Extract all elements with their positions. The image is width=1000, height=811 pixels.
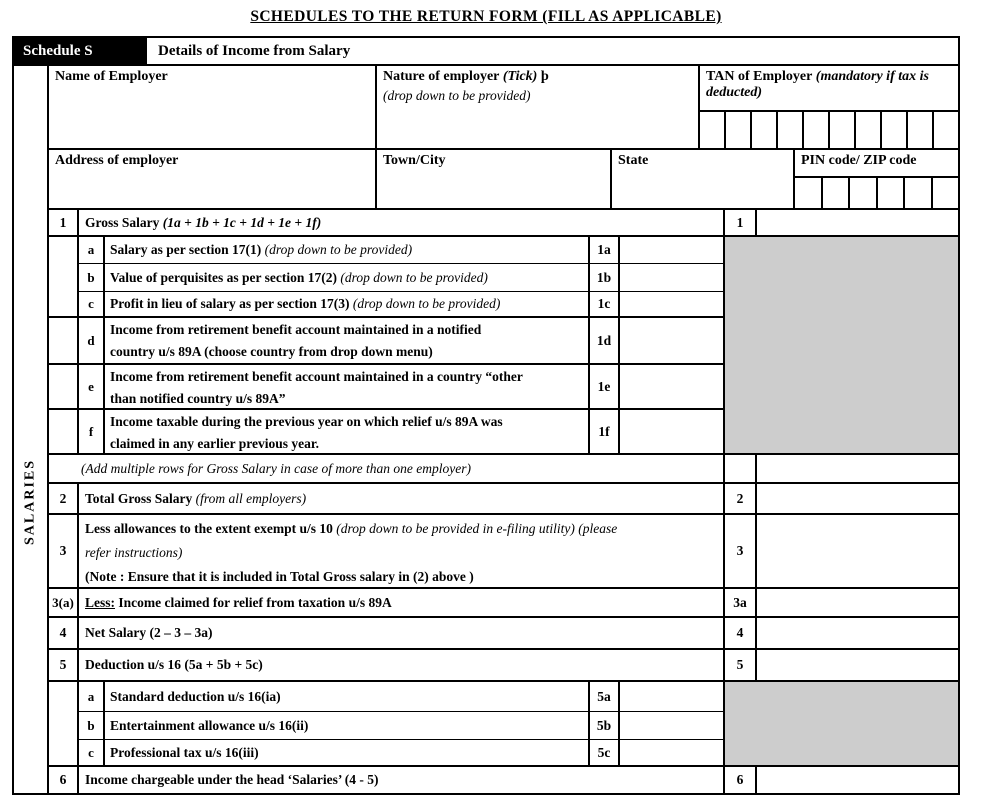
num-spacer	[49, 740, 79, 767]
town-city-label: Town/City	[383, 153, 446, 168]
pin-code-label: PIN code/ ZIP code	[801, 153, 917, 168]
value-cell-4[interactable]	[757, 618, 958, 648]
row-1e-line2: than notified country u/s 89A”	[110, 391, 286, 406]
employer-nature-tick: (Tick)	[502, 69, 538, 84]
row-label-1d	[105, 318, 590, 365]
schedule-header	[12, 36, 960, 64]
state-field[interactable]	[612, 150, 795, 208]
add-rows-note	[49, 455, 725, 482]
row-code-4: 4	[725, 618, 757, 648]
row-1c-text: Profit in lieu of salary as per section 17(3)	[110, 296, 350, 311]
value-cell-2[interactable]	[757, 484, 958, 513]
row-1d-line1: Income from retirement benefit account maintained in a notified	[110, 322, 482, 337]
schedule-heading: Details of Income from Salary	[158, 42, 351, 59]
employer-tan-field	[700, 66, 958, 148]
row-label-1f	[105, 410, 590, 455]
row-label-3	[79, 515, 725, 587]
value-cell-5c[interactable]	[620, 740, 725, 767]
char-box[interactable]	[828, 112, 854, 148]
pin-input-boxes[interactable]	[795, 178, 958, 208]
tick-symbol-icon: þ	[540, 69, 549, 84]
row-code-1f: 1f	[590, 410, 620, 455]
row-1a-text: Salary as per section 17(1)	[110, 242, 262, 257]
value-cell-1f[interactable]	[620, 410, 725, 455]
char-box[interactable]	[724, 112, 750, 148]
row-5c	[49, 740, 958, 767]
add-rows-note-text: (Add multiple rows for Gross Salary in case of more than one employer)	[81, 460, 471, 476]
char-box[interactable]	[903, 178, 931, 208]
row-5a	[49, 682, 958, 712]
row-label-5b	[105, 712, 590, 740]
row-letter-1d: d	[79, 318, 105, 365]
blocked-area	[725, 292, 958, 318]
num-spacer	[49, 682, 79, 712]
row-1-formula: (1a + 1b + 1c + 1d + 1e + 1f)	[162, 214, 322, 230]
blocked-area	[725, 237, 958, 264]
row-3-line3: (Note : Ensure that it is included in Total Gross salary in (2) above )	[85, 569, 474, 584]
row-label-5	[79, 650, 725, 680]
employer-name-field[interactable]	[49, 66, 377, 148]
blocked-area	[725, 410, 958, 455]
row-label-5a	[105, 682, 590, 712]
row-2	[49, 484, 958, 515]
row-1b	[49, 264, 958, 292]
row-label-1e	[105, 365, 590, 410]
row-1a	[49, 237, 958, 264]
num-spacer	[49, 365, 79, 410]
row-letter-1c: c	[79, 292, 105, 318]
row-code-1a: 1a	[590, 237, 620, 264]
row-label-1c	[105, 292, 590, 318]
row-1f-line2: claimed in any earlier previous year.	[110, 436, 319, 451]
employer-nature-field[interactable]	[377, 66, 700, 148]
row-1d-line2: country u/s 89A (choose country from drop down menu)	[110, 344, 433, 359]
employer-tan-label-cell	[700, 66, 958, 110]
row-1d	[49, 318, 958, 365]
page-title-text: SCHEDULES TO THE RETURN FORM (FILL AS APPLICABLE)	[250, 8, 722, 25]
row-1	[49, 210, 958, 237]
row-letter-1a: a	[79, 237, 105, 264]
char-box[interactable]	[776, 112, 802, 148]
row-number-5: 5	[49, 650, 79, 680]
state-label: State	[618, 153, 649, 168]
value-cell-1[interactable]	[757, 210, 958, 235]
row-6-text: Income chargeable under the head ‘Salaries’ (4 - 5)	[85, 772, 379, 787]
row-letter-1b: b	[79, 264, 105, 292]
row-code-1: 1	[725, 210, 757, 235]
blocked-area	[725, 740, 958, 767]
row-3-line1-bold: Less allowances to the extent exempt u/s 10	[85, 521, 333, 536]
row-3	[49, 515, 958, 589]
pin-code-label-cell	[795, 150, 958, 178]
char-box[interactable]	[795, 178, 821, 208]
page-title	[12, 8, 960, 26]
value-cell-1b[interactable]	[620, 264, 725, 292]
employer-name-label: Name of Employer	[55, 69, 168, 84]
row-label-6	[79, 767, 725, 793]
row-code-1c: 1c	[590, 292, 620, 318]
value-cell-6[interactable]	[757, 767, 958, 793]
town-city-field[interactable]	[377, 150, 612, 208]
num-spacer	[49, 712, 79, 740]
schedule-tag: Schedule S	[14, 38, 147, 64]
value-cell-1e[interactable]	[620, 365, 725, 410]
row-3-line1-italic: (drop down to be provided in e-filing utility) (please	[336, 521, 618, 536]
tan-input-boxes[interactable]	[700, 110, 958, 148]
pin-code-field	[795, 150, 958, 208]
row-code-1b: 1b	[590, 264, 620, 292]
row-number-4: 4	[49, 618, 79, 648]
row-1c-note: (drop down to be provided)	[352, 296, 501, 311]
char-box[interactable]	[931, 178, 959, 208]
char-box[interactable]	[876, 178, 904, 208]
char-box[interactable]	[848, 178, 876, 208]
value-cell-1d[interactable]	[620, 318, 725, 365]
row-label-1	[79, 210, 725, 235]
value-cell-5[interactable]	[757, 650, 958, 680]
salaries-strip	[14, 66, 49, 793]
row-code-5b: 5b	[590, 712, 620, 740]
blocked-area	[725, 264, 958, 292]
employer-row-2	[49, 150, 958, 210]
value-cell-1c[interactable]	[620, 292, 725, 318]
row-letter-5a: a	[79, 682, 105, 712]
row-number-6: 6	[49, 767, 79, 793]
row-1e	[49, 365, 958, 410]
row-1f-line1: Income taxable during the previous year on which relief u/s 89A was	[110, 414, 503, 429]
row-4-text: Net Salary (2 – 3 – 3a)	[85, 625, 213, 640]
row-code-5a: 5a	[590, 682, 620, 712]
row-label-5c	[105, 740, 590, 767]
row-1a-note: (drop down to be provided)	[264, 242, 413, 257]
blocked-area	[725, 682, 958, 712]
row-letter-1f: f	[79, 410, 105, 455]
num-spacer	[49, 264, 79, 292]
row-4	[49, 618, 958, 650]
row-letter-1e: e	[79, 365, 105, 410]
row-add-note	[49, 455, 958, 484]
char-box[interactable]	[700, 112, 724, 148]
row-code-3: 3	[725, 515, 757, 587]
employer-row-1	[49, 66, 958, 150]
value-cell-1a[interactable]	[620, 237, 725, 264]
num-spacer	[49, 410, 79, 455]
char-box[interactable]	[906, 112, 932, 148]
row-1-text: Gross Salary	[85, 214, 160, 230]
row-letter-5c: c	[79, 740, 105, 767]
row-number-2: 2	[49, 484, 79, 513]
char-box[interactable]	[821, 178, 849, 208]
row-code-5c: 5c	[590, 740, 620, 767]
row-code-1d: 1d	[590, 318, 620, 365]
num-spacer	[49, 237, 79, 264]
blocked-area	[725, 712, 958, 740]
value-cell-5a[interactable]	[620, 682, 725, 712]
row-label-1b	[105, 264, 590, 292]
char-box[interactable]	[750, 112, 776, 148]
row-3-line2: refer instructions)	[85, 545, 183, 560]
value-cell-3a[interactable]	[757, 589, 958, 616]
num-spacer	[49, 292, 79, 318]
row-label-4	[79, 618, 725, 648]
schedule-s-table	[12, 64, 960, 795]
row-code-1e: 1e	[590, 365, 620, 410]
num-spacer	[49, 318, 79, 365]
char-box[interactable]	[880, 112, 906, 148]
row-code-3a: 3a	[725, 589, 757, 616]
row-letter-5b: b	[79, 712, 105, 740]
char-box[interactable]	[854, 112, 880, 148]
row-number-3a: 3(a)	[49, 589, 79, 616]
row-code-5: 5	[725, 650, 757, 680]
row-2-text: Total Gross Salary	[85, 490, 193, 506]
schedule-s-body	[49, 66, 958, 793]
row-3a-less: Less:	[85, 594, 115, 610]
value-cell-add[interactable]	[757, 455, 958, 482]
row-1f	[49, 410, 958, 455]
row-5c-text: Professional tax u/s 16(iii)	[110, 744, 259, 760]
row-6	[49, 767, 958, 793]
row-1c	[49, 292, 958, 318]
employer-nature-label: Nature of employer	[383, 69, 500, 84]
row-5-text: Deduction u/s 16 (5a + 5b + 5c)	[85, 657, 263, 672]
row-label-3a	[79, 589, 725, 616]
row-code-6: 6	[725, 767, 757, 793]
row-5a-text: Standard deduction u/s 16(ia)	[110, 688, 281, 704]
row-label-1a	[105, 237, 590, 264]
char-box[interactable]	[802, 112, 828, 148]
row-2-note: (from all employers)	[195, 490, 307, 506]
row-number-1: 1	[49, 210, 79, 235]
row-label-2	[79, 484, 725, 513]
salaries-label: SALARIES	[22, 458, 38, 545]
row-1b-text: Value of perquisites as per section 17(2)	[110, 269, 338, 285]
blocked-area	[725, 318, 958, 365]
row-code-2: 2	[725, 484, 757, 513]
row-number-3: 3	[49, 515, 79, 587]
row-3a-text: Income claimed for relief from taxation u/s 89A	[115, 594, 392, 610]
employer-address-label: Address of employer	[55, 153, 179, 168]
value-cell-3[interactable]	[757, 515, 958, 587]
employer-address-field[interactable]	[49, 150, 377, 208]
employer-tan-label: TAN of Employer	[706, 69, 813, 84]
row-1e-line1: Income from retirement benefit account maintained in a country “other	[110, 369, 523, 384]
row-3a	[49, 589, 958, 618]
row-5	[49, 650, 958, 682]
row-5b	[49, 712, 958, 740]
employer-nature-note: (drop down to be provided)	[383, 88, 531, 103]
employer-tan-note: (mandatory if tax is deducted)	[706, 69, 929, 100]
value-cell-5b[interactable]	[620, 712, 725, 740]
code-spacer	[725, 455, 757, 482]
char-box[interactable]	[932, 112, 958, 148]
row-3-line1	[85, 517, 717, 541]
row-5b-text: Entertainment allowance u/s 16(ii)	[110, 717, 309, 733]
employer-nature-line1	[383, 69, 692, 85]
blocked-area	[725, 365, 958, 410]
row-1b-note: (drop down to be provided)	[340, 269, 488, 285]
